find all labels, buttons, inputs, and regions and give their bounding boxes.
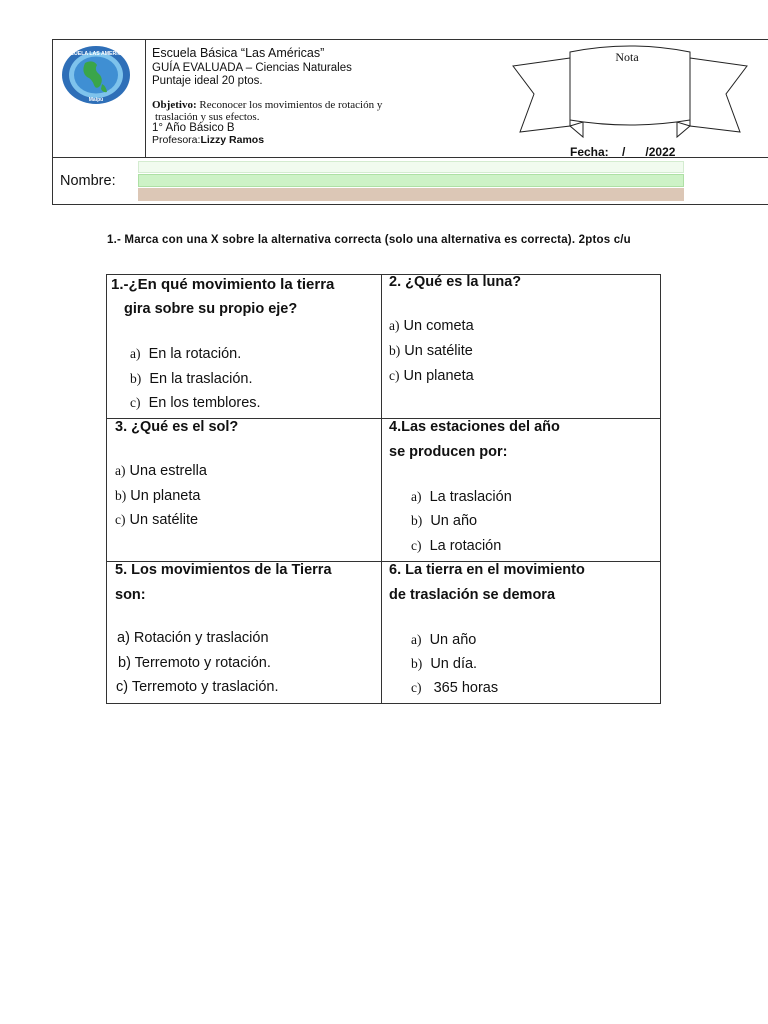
question-3-option-c[interactable]: [115, 511, 198, 529]
question-3-option-a[interactable]: [115, 462, 207, 480]
option-letter: b): [389, 343, 401, 358]
nota-label: Nota: [615, 50, 639, 64]
option-text: Un planeta: [403, 368, 474, 384]
question-5-title-cont: son:: [115, 587, 146, 603]
option-letter: a): [411, 632, 422, 647]
school-logo: [60, 44, 132, 106]
option-text: Un año: [430, 513, 478, 529]
option-text: Una estrella: [129, 463, 207, 479]
option-text: En la rotación.: [148, 346, 242, 362]
teacher-name: Lizzy Ramos: [200, 134, 265, 146]
option-letter: a): [411, 489, 422, 504]
question-5-option-c[interactable]: c) Terremoto y traslación.: [116, 679, 279, 695]
option-letter: c): [411, 680, 422, 695]
name-label: Nombre:: [60, 173, 116, 189]
objective-line-2: traslación y sus efectos.: [155, 111, 260, 123]
guide-title: GUÍA EVALUADA – Ciencias Naturales: [152, 62, 352, 74]
question-1-title: 1.-¿En qué movimiento la tierra: [111, 276, 335, 293]
question-4-option-b[interactable]: [411, 512, 477, 530]
question-6-title: 6. La tierra en el movimiento: [389, 562, 585, 578]
logo-divider: [145, 39, 146, 158]
teacher-label: Profesora:: [152, 134, 201, 146]
option-text: Un año: [429, 632, 477, 648]
objective-label: Objetivo:: [152, 99, 197, 111]
option-text: La traslación: [429, 489, 512, 505]
question-1-option-b[interactable]: [130, 370, 252, 388]
question-2-title: 2. ¿Qué es la luna?: [389, 274, 522, 290]
option-text: Un planeta: [130, 488, 201, 504]
question-6-option-a[interactable]: [411, 631, 476, 649]
option-letter: b): [411, 513, 423, 528]
option-letter: b): [130, 371, 142, 386]
option-letter: a): [130, 346, 141, 361]
option-letter: a): [115, 463, 126, 478]
question-5-title: 5. Los movimientos de la Tierra: [115, 562, 332, 578]
question-6-title-cont: de traslación se demora: [389, 587, 556, 603]
option-letter: c): [389, 368, 400, 383]
question-1-title-cont: gira sobre su propio eje?: [124, 301, 298, 317]
option-text: Un día.: [430, 656, 478, 672]
table-column-divider: [381, 274, 382, 704]
option-text: En la traslación.: [149, 371, 253, 387]
option-text: En los temblores.: [148, 395, 261, 411]
date-field: Fecha:__/___/2022: [570, 145, 676, 159]
option-letter: c): [130, 395, 141, 410]
question-4-title-cont: se producen por:: [389, 444, 508, 460]
name-field-line-1[interactable]: [138, 161, 684, 173]
grade: 1° Año Básico B: [152, 122, 235, 134]
option-text: La rotación: [429, 538, 502, 554]
option-letter: c): [411, 538, 422, 553]
question-2-option-b[interactable]: [389, 342, 473, 360]
teacher-line: [152, 133, 264, 147]
option-text: Un cometa: [403, 318, 474, 334]
ideal-score: Puntaje ideal 20 ptos.: [152, 75, 263, 87]
option-letter: b): [115, 488, 127, 503]
question-2-option-a[interactable]: [389, 317, 474, 335]
logo-text-bottom: Maipú: [88, 97, 104, 103]
question-4-option-a[interactable]: [411, 488, 512, 506]
name-field-line-2[interactable]: [138, 174, 684, 187]
objective-text-1: Reconocer los movimientos de rotación y: [199, 99, 383, 111]
question-6-option-c[interactable]: [411, 679, 498, 697]
option-text: Un satélite: [404, 343, 473, 359]
option-letter: b): [411, 656, 423, 671]
name-field-line-3[interactable]: [138, 188, 684, 201]
question-1-option-c[interactable]: [130, 394, 261, 412]
question-3-title: 3. ¿Qué es el sol?: [115, 419, 239, 435]
question-1-option-a[interactable]: [130, 345, 241, 363]
question-5-option-b[interactable]: b) Terremoto y rotación.: [118, 655, 271, 671]
question-5-option-a[interactable]: a) Rotación y traslación: [117, 630, 269, 646]
instruction-text: 1.- Marca con una X sobre la alternativa correcta (solo una alternativa es correcta). 2ptos c/u: [107, 234, 631, 246]
question-6-option-b[interactable]: [411, 655, 477, 673]
option-text: Un satélite: [129, 512, 199, 528]
question-4-option-c[interactable]: [411, 537, 501, 555]
logo-text-top: ESCUELA LAS AMERICAS: [63, 51, 129, 57]
option-letter: a): [389, 318, 400, 333]
option-text: 365 horas: [433, 680, 499, 696]
option-letter: c): [115, 512, 126, 527]
question-4-title: 4.Las estaciones del año: [389, 419, 560, 435]
school-name: Escuela Básica “Las Américas”: [152, 46, 325, 60]
question-3-option-b[interactable]: [115, 487, 200, 505]
question-2-option-c[interactable]: [389, 367, 474, 385]
